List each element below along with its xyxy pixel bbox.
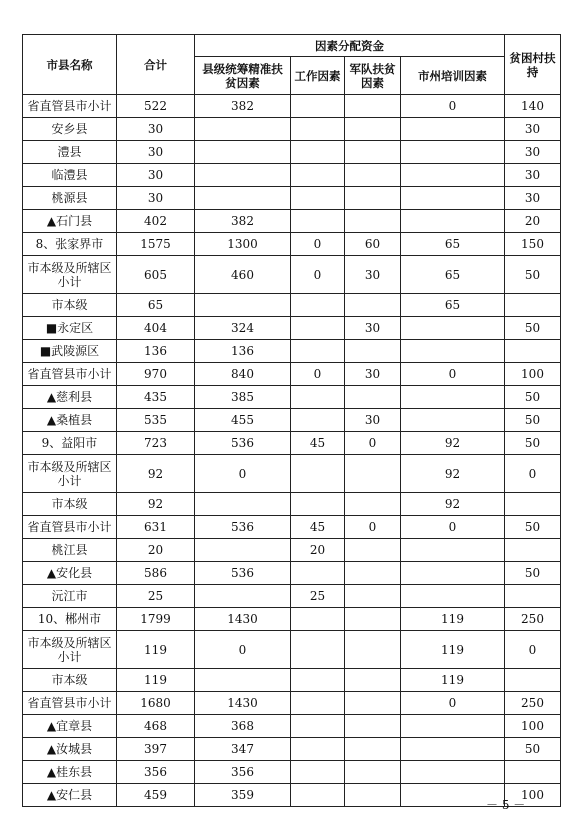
cell-work [291, 493, 345, 516]
cell-training [401, 539, 505, 562]
cell-county: 136 [195, 340, 291, 363]
cell-county: 382 [195, 95, 291, 118]
table-row [23, 455, 561, 493]
cell-village: 50 [505, 409, 561, 432]
cell-training [401, 585, 505, 608]
table-row [23, 141, 561, 164]
cell-village: 20 [505, 210, 561, 233]
cell-county [195, 669, 291, 692]
cell-village: 30 [505, 187, 561, 210]
table-row [23, 539, 561, 562]
cell-name: ▲安化县 [23, 562, 117, 585]
cell-village: 140 [505, 95, 561, 118]
cell-total: 522 [117, 95, 195, 118]
table-row [23, 516, 561, 539]
cell-work: 45 [291, 516, 345, 539]
cell-county: 0 [195, 631, 291, 669]
cell-village: 250 [505, 608, 561, 631]
cell-county: 1430 [195, 608, 291, 631]
cell-name: 9、益阳市 [23, 432, 117, 455]
cell-work [291, 784, 345, 807]
cell-county: 1300 [195, 233, 291, 256]
table-row [23, 761, 561, 784]
cell-name: 安乡县 [23, 118, 117, 141]
header-city-training: 市州培训因素 [401, 57, 505, 95]
cell-county [195, 118, 291, 141]
cell-army: 60 [345, 233, 401, 256]
cell-county: 368 [195, 715, 291, 738]
cell-village [505, 340, 561, 363]
cell-village [505, 585, 561, 608]
cell-work: 0 [291, 233, 345, 256]
table-row [23, 631, 561, 669]
table-row [23, 340, 561, 363]
cell-county: 382 [195, 210, 291, 233]
cell-name: 桃江县 [23, 539, 117, 562]
cell-army: 30 [345, 363, 401, 386]
cell-army [345, 210, 401, 233]
cell-county: 536 [195, 562, 291, 585]
cell-total: 136 [117, 340, 195, 363]
cell-village: 30 [505, 141, 561, 164]
cell-total: 30 [117, 164, 195, 187]
cell-total: 402 [117, 210, 195, 233]
cell-village: 100 [505, 715, 561, 738]
table-row [23, 233, 561, 256]
cell-training [401, 738, 505, 761]
header-factor-group: 因素分配资金 [195, 35, 505, 57]
cell-army [345, 141, 401, 164]
cell-name: ■永定区 [23, 317, 117, 340]
cell-village [505, 539, 561, 562]
cell-name: 市本级 [23, 294, 117, 317]
table-row [23, 386, 561, 409]
cell-army [345, 669, 401, 692]
page-number: － 5 － [486, 798, 526, 812]
cell-army [345, 784, 401, 807]
cell-name: 市本级及所辖区小计 [23, 256, 117, 294]
cell-army [345, 562, 401, 585]
cell-training [401, 562, 505, 585]
cell-army [345, 294, 401, 317]
cell-training [401, 164, 505, 187]
cell-work [291, 715, 345, 738]
cell-name: 省直管县市小计 [23, 516, 117, 539]
cell-total: 30 [117, 118, 195, 141]
cell-county: 359 [195, 784, 291, 807]
cell-work [291, 608, 345, 631]
cell-work [291, 187, 345, 210]
cell-name: ▲石门县 [23, 210, 117, 233]
header-total: 合计 [117, 35, 195, 95]
table-row [23, 256, 561, 294]
table-row [23, 432, 561, 455]
cell-county: 356 [195, 761, 291, 784]
cell-training: 92 [401, 493, 505, 516]
cell-village: 50 [505, 432, 561, 455]
cell-county [195, 493, 291, 516]
cell-work [291, 340, 345, 363]
cell-total: 119 [117, 669, 195, 692]
cell-total: 1799 [117, 608, 195, 631]
cell-county: 460 [195, 256, 291, 294]
cell-training: 0 [401, 363, 505, 386]
cell-work [291, 118, 345, 141]
cell-name: ▲桂东县 [23, 761, 117, 784]
cell-work: 0 [291, 363, 345, 386]
cell-county: 347 [195, 738, 291, 761]
table-row [23, 187, 561, 210]
table-row [23, 784, 561, 807]
cell-training: 0 [401, 95, 505, 118]
cell-county: 455 [195, 409, 291, 432]
table-row [23, 585, 561, 608]
cell-county [195, 585, 291, 608]
cell-training: 65 [401, 294, 505, 317]
cell-work [291, 738, 345, 761]
cell-total: 119 [117, 631, 195, 669]
cell-work: 25 [291, 585, 345, 608]
cell-work: 0 [291, 256, 345, 294]
cell-work [291, 141, 345, 164]
cell-county: 536 [195, 516, 291, 539]
cell-county [195, 164, 291, 187]
cell-village [505, 669, 561, 692]
cell-name: ▲慈利县 [23, 386, 117, 409]
cell-training: 119 [401, 608, 505, 631]
cell-training: 119 [401, 631, 505, 669]
cell-work [291, 669, 345, 692]
cell-work: 20 [291, 539, 345, 562]
cell-army: 0 [345, 432, 401, 455]
table-row [23, 210, 561, 233]
cell-name: 省直管县市小计 [23, 692, 117, 715]
cell-total: 435 [117, 386, 195, 409]
cell-village: 50 [505, 738, 561, 761]
cell-training [401, 386, 505, 409]
cell-army: 30 [345, 409, 401, 432]
cell-work [291, 562, 345, 585]
cell-name: 省直管县市小计 [23, 363, 117, 386]
cell-name: 10、郴州市 [23, 608, 117, 631]
table-row [23, 715, 561, 738]
cell-total: 1680 [117, 692, 195, 715]
cell-county [195, 141, 291, 164]
cell-training [401, 187, 505, 210]
cell-total: 25 [117, 585, 195, 608]
table-row [23, 294, 561, 317]
cell-work [291, 631, 345, 669]
cell-name: 临澧县 [23, 164, 117, 187]
table-row [23, 363, 561, 386]
table-header [23, 35, 561, 95]
cell-army [345, 692, 401, 715]
cell-army [345, 187, 401, 210]
cell-work [291, 210, 345, 233]
cell-army [345, 585, 401, 608]
cell-total: 605 [117, 256, 195, 294]
cell-army [345, 631, 401, 669]
table-row [23, 409, 561, 432]
cell-training: 0 [401, 516, 505, 539]
header-army: 军队扶贫因素 [345, 57, 401, 95]
cell-total: 970 [117, 363, 195, 386]
cell-name: 市本级 [23, 669, 117, 692]
cell-name: 桃源县 [23, 187, 117, 210]
cell-total: 356 [117, 761, 195, 784]
cell-total: 20 [117, 539, 195, 562]
cell-county [195, 539, 291, 562]
cell-county: 840 [195, 363, 291, 386]
cell-work [291, 317, 345, 340]
cell-total: 723 [117, 432, 195, 455]
cell-name: 澧县 [23, 141, 117, 164]
cell-work [291, 386, 345, 409]
cell-name: ▲宜章县 [23, 715, 117, 738]
cell-village: 50 [505, 256, 561, 294]
cell-name: 沅江市 [23, 585, 117, 608]
cell-total: 92 [117, 493, 195, 516]
cell-army: 0 [345, 516, 401, 539]
fund-allocation-table [22, 34, 561, 807]
cell-village [505, 493, 561, 516]
table-row [23, 493, 561, 516]
header-village: 贫困村扶持 [505, 35, 561, 95]
cell-training: 65 [401, 233, 505, 256]
table-body [23, 95, 561, 807]
cell-army [345, 761, 401, 784]
cell-training [401, 118, 505, 141]
table-row [23, 317, 561, 340]
cell-army [345, 118, 401, 141]
cell-village: 150 [505, 233, 561, 256]
cell-training: 0 [401, 692, 505, 715]
cell-village [505, 294, 561, 317]
cell-village: 100 [505, 784, 561, 807]
table-row [23, 164, 561, 187]
cell-work: 45 [291, 432, 345, 455]
cell-total: 468 [117, 715, 195, 738]
cell-army [345, 164, 401, 187]
cell-work [291, 164, 345, 187]
cell-army [345, 539, 401, 562]
cell-name: 市本级及所辖区小计 [23, 631, 117, 669]
cell-army [345, 493, 401, 516]
cell-total: 30 [117, 141, 195, 164]
cell-name: ▲桑植县 [23, 409, 117, 432]
cell-village: 50 [505, 386, 561, 409]
cell-work [291, 692, 345, 715]
header-work: 工作因素 [291, 57, 345, 95]
cell-village: 100 [505, 363, 561, 386]
cell-village: 50 [505, 516, 561, 539]
cell-training [401, 409, 505, 432]
cell-army: 30 [345, 317, 401, 340]
cell-county: 324 [195, 317, 291, 340]
cell-total: 92 [117, 455, 195, 493]
cell-army [345, 386, 401, 409]
cell-army [345, 455, 401, 493]
cell-village [505, 761, 561, 784]
cell-training: 92 [401, 455, 505, 493]
cell-name: 市本级 [23, 493, 117, 516]
cell-village: 30 [505, 118, 561, 141]
cell-training: 119 [401, 669, 505, 692]
cell-training [401, 317, 505, 340]
cell-village: 250 [505, 692, 561, 715]
cell-name: ▲安仁县 [23, 784, 117, 807]
cell-total: 65 [117, 294, 195, 317]
cell-work [291, 409, 345, 432]
cell-village: 50 [505, 317, 561, 340]
cell-work [291, 455, 345, 493]
cell-name: 省直管县市小计 [23, 95, 117, 118]
cell-army [345, 738, 401, 761]
cell-total: 535 [117, 409, 195, 432]
cell-training [401, 340, 505, 363]
cell-army: 30 [345, 256, 401, 294]
table-row [23, 562, 561, 585]
cell-village: 0 [505, 455, 561, 493]
header-county-precision: 县级统筹精准扶贫因素 [195, 57, 291, 95]
table-row [23, 692, 561, 715]
cell-total: 397 [117, 738, 195, 761]
cell-county [195, 187, 291, 210]
cell-total: 586 [117, 562, 195, 585]
cell-name: 市本级及所辖区小计 [23, 455, 117, 493]
cell-county: 385 [195, 386, 291, 409]
cell-village: 0 [505, 631, 561, 669]
table-row [23, 738, 561, 761]
header-name: 市县名称 [23, 35, 117, 95]
cell-total: 1575 [117, 233, 195, 256]
table-row [23, 118, 561, 141]
cell-village: 30 [505, 164, 561, 187]
cell-army [345, 340, 401, 363]
cell-training: 92 [401, 432, 505, 455]
cell-training [401, 761, 505, 784]
cell-training [401, 141, 505, 164]
cell-work [291, 761, 345, 784]
table-row [23, 608, 561, 631]
table-row [23, 95, 561, 118]
cell-training [401, 715, 505, 738]
cell-total: 459 [117, 784, 195, 807]
table-row [23, 669, 561, 692]
cell-work [291, 95, 345, 118]
cell-work [291, 294, 345, 317]
cell-total: 631 [117, 516, 195, 539]
cell-training: 65 [401, 256, 505, 294]
cell-county [195, 294, 291, 317]
cell-army [345, 715, 401, 738]
cell-village: 50 [505, 562, 561, 585]
cell-name: ■武陵源区 [23, 340, 117, 363]
cell-army [345, 608, 401, 631]
cell-name: ▲汝城县 [23, 738, 117, 761]
cell-training [401, 210, 505, 233]
cell-county: 1430 [195, 692, 291, 715]
cell-army [345, 95, 401, 118]
cell-total: 404 [117, 317, 195, 340]
cell-name: 8、张家界市 [23, 233, 117, 256]
cell-total: 30 [117, 187, 195, 210]
cell-county: 0 [195, 455, 291, 493]
cell-county: 536 [195, 432, 291, 455]
